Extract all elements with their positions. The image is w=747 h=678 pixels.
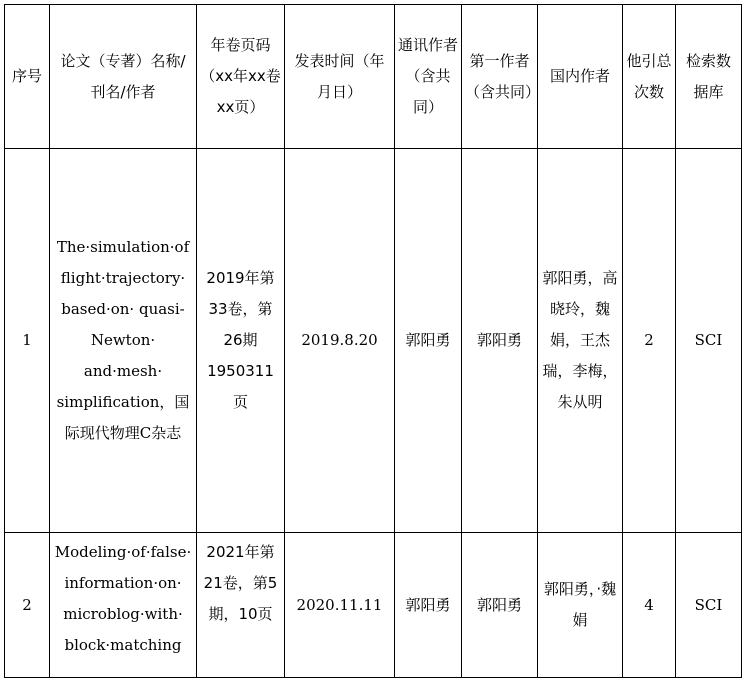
cell-first-author: 郭阳勇 [462,149,538,533]
cell-date: 2020.11.11 [285,533,395,678]
header-domestic-authors: 国内作者 [538,5,623,149]
table-row [5,149,742,533]
cell-database: SCI [676,149,742,533]
cell-date: 2019.8.20 [285,149,395,533]
header-title: 论文（专著）名称/刊名/作者 [50,5,197,149]
cell-corresponding-author: 郭阳勇 [395,533,462,678]
header-seq: 序号 [5,5,50,149]
header-citations: 他引总次数 [623,5,676,149]
cell-database: SCI [676,533,742,678]
header-corresponding-author: 通讯作者（含共同） [395,5,462,149]
header-row [5,5,742,149]
table-row [5,533,742,678]
cell-citations: 4 [623,533,676,678]
cell-domestic-authors: 郭阳勇，·魏娟 [538,533,623,678]
cell-corresponding-author: 郭阳勇 [395,149,462,533]
cell-title: Modeling·of·false· information·on· microblog·with· block·matching [54,543,192,654]
cell-domestic-authors: 郭阳勇，高晓玲，魏娟，王杰瑞，李梅，朱从明 [538,149,623,533]
cell-seq: 1 [5,149,50,533]
cell-first-author: 郭阳勇 [462,533,538,678]
header-first-author: 第一作者（含共同） [462,5,538,149]
cell-volume: 2021年第21卷，第5期，10页 [203,543,278,623]
cell-volume: 2019年第33卷，第26期1950311页 [197,149,285,533]
header-date: 发表时间（年月日） [285,5,395,149]
cell-seq: 2 [5,533,50,678]
cell-citations: 2 [623,149,676,533]
header-database: 检索数据库 [676,5,742,149]
publication-table [4,4,742,678]
cell-title: The·simulation·of flight·trajectory· based·on· quasi-Newton· and·mesh· simplification，国际现代物理C杂志 [50,149,197,533]
header-volume: 年卷页码（xx年xx卷xx页） [197,5,285,149]
